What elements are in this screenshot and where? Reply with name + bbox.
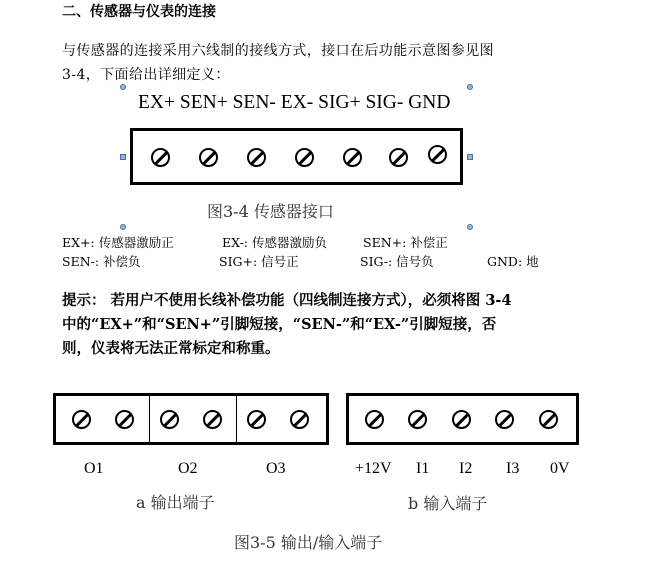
selection-handle-icon[interactable] [120,84,126,90]
selection-handle-icon[interactable] [467,154,473,160]
input-label-12v: +12V [355,460,392,477]
definition-text: 补偿负 [103,254,141,269]
screw-terminal-icon [151,148,170,167]
sensor-terminal-block [130,128,463,185]
screw-terminal-icon [495,410,514,429]
definition-text: 信号负 [396,254,434,269]
screw-terminal-icon [343,148,362,167]
screw-terminal-icon [389,148,408,167]
output-terminal-block [53,393,329,445]
terminal-divider [236,396,237,442]
section-heading: 二、传感器与仪表的连接 [62,4,216,20]
figure-3-5-caption: 图3-5 输出/输入端子 [234,533,383,552]
definition-sen-minus [62,252,141,270]
definition-key: SEN-: [62,254,100,269]
selection-handle-icon[interactable] [120,154,126,160]
output-label-o3: O3 [266,460,286,477]
definition-sen-plus [363,233,448,251]
tip-line-3: 则，仪表将无法正常标定和称重。 [62,340,280,357]
selection-handle-icon[interactable] [120,224,126,230]
output-label-o2: O2 [178,460,198,477]
screw-terminal-icon [247,410,266,429]
selection-handle-icon[interactable] [467,224,473,230]
screw-terminal-icon [408,410,427,429]
tip-line-1: 提示： 若用户不使用长线补偿功能（四线制连接方式），必须将图 3-4 [62,292,512,309]
definition-gnd [487,252,539,270]
definition-sig-plus [219,252,299,270]
definition-text: 地 [526,254,539,269]
figure-3-4-caption: 图3-4 传感器接口 [207,202,334,221]
definition-key: SIG+: [219,254,258,269]
definition-key: SIG-: [360,254,393,269]
screw-terminal-icon [160,410,179,429]
input-subcaption: b 输入端子 [408,494,488,513]
screw-terminal-icon [247,148,266,167]
sensor-pin-labels: EX+ SEN+ SEN- EX- SIG+ SIG- GND [138,92,451,113]
screw-terminal-icon [452,410,471,429]
output-subcaption: a 输出端子 [136,493,215,512]
selection-handle-icon[interactable] [467,84,473,90]
terminal-divider [149,396,150,442]
definition-key: EX+: [62,235,95,250]
screw-terminal-icon [365,410,384,429]
screw-terminal-icon [199,148,218,167]
input-label-0v: 0V [550,460,570,477]
definition-text: 传感器激励负 [252,235,328,250]
input-label-i2: I2 [459,460,473,477]
intro-line-1: 与传感器的连接采用六线制的接线方式，接口在后功能示意图参见图 [62,43,494,59]
definition-text: 信号正 [261,254,299,269]
definition-ex-plus [62,233,174,251]
definition-key: GND: [487,254,523,269]
definition-text: 传感器激励正 [98,235,174,250]
screw-terminal-icon [203,410,222,429]
screw-terminal-icon [72,410,91,429]
screw-terminal-icon [295,148,314,167]
definition-text: 补偿正 [410,235,448,250]
intro-line-2: 3-4，下面给出详细定义： [62,67,230,83]
screw-terminal-icon [539,410,558,429]
screw-terminal-icon [428,145,447,164]
output-label-o1: O1 [84,460,104,477]
input-terminal-block [346,393,579,445]
screw-terminal-icon [290,410,309,429]
definition-key: EX-: [222,235,249,250]
definition-sig-minus [360,252,434,270]
input-label-i1: I1 [416,460,430,477]
definition-key: SEN+: [363,235,407,250]
definition-ex-minus [222,233,327,251]
screw-terminal-icon [115,410,134,429]
input-label-i3: I3 [506,460,520,477]
tip-line-2: 中的“EX+”和“SEN+”引脚短接，“SEN-”和“EX-”引脚短接，否 [62,316,497,333]
